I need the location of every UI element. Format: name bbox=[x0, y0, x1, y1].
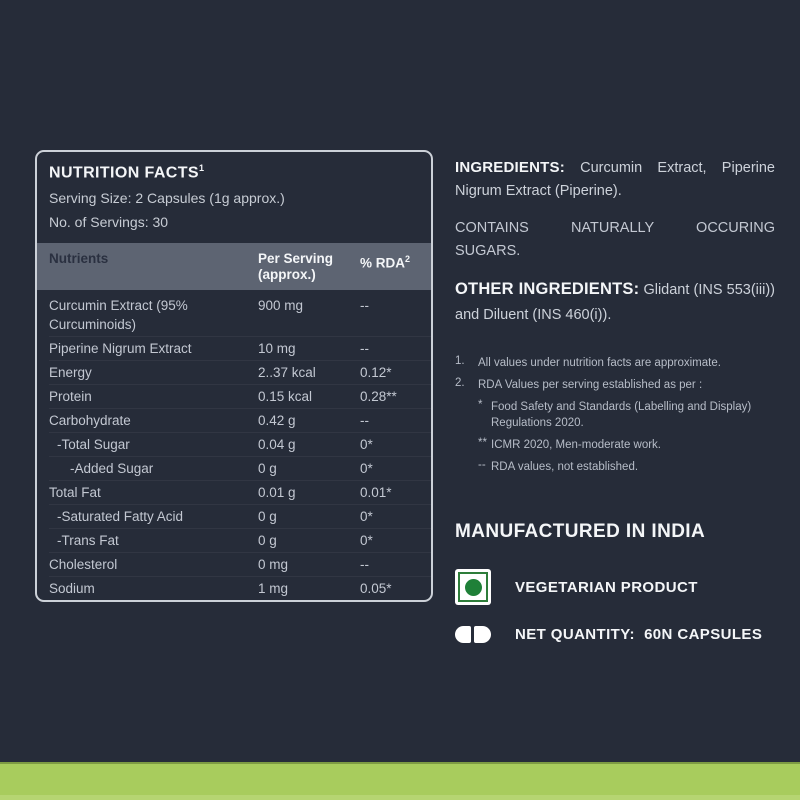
table-row bbox=[49, 432, 431, 456]
footnote-marker: ** bbox=[478, 437, 487, 449]
table-row bbox=[49, 504, 431, 528]
header-per-serving-line1: Per Serving bbox=[258, 251, 334, 266]
other-ingredients-paragraph bbox=[455, 277, 775, 328]
header-per-serving bbox=[258, 251, 360, 283]
nutrition-facts-title-superscript: 1 bbox=[199, 163, 205, 173]
table-row bbox=[49, 528, 431, 552]
nutrient-per-serving: 900 mg bbox=[258, 298, 304, 313]
ingredients-paragraph bbox=[455, 156, 775, 203]
other-ingredients-text: Glidant (INS 553(iii)) and Diluent (INS 460(i)). bbox=[455, 282, 775, 323]
footnote-2 bbox=[455, 377, 775, 393]
nutrient-rda: 0.01* bbox=[360, 485, 392, 500]
nutrient-per-serving: 0.04 g bbox=[258, 437, 296, 452]
nutrient-rda: 0.28** bbox=[360, 389, 397, 404]
contains-line2: SUGARS. bbox=[455, 243, 521, 259]
header-nutrients: Nutrients bbox=[49, 251, 109, 266]
footnote-2a bbox=[478, 399, 775, 431]
table-row bbox=[49, 294, 431, 336]
nutrient-rda: 0* bbox=[360, 461, 373, 476]
header-rda-text: % RDA bbox=[360, 255, 406, 271]
nutrient-per-serving: 0 mg bbox=[258, 557, 289, 572]
net-quantity-label: NET QUANTITY: bbox=[515, 626, 635, 643]
table-row bbox=[49, 336, 431, 360]
footnote-2b bbox=[478, 437, 775, 453]
contains-line1: CONTAINS NATURALLY OCCURING bbox=[455, 220, 775, 236]
nutrient-rda: -- bbox=[360, 557, 369, 572]
footnote-marker: 2. bbox=[455, 377, 465, 389]
footnote-2c bbox=[478, 459, 775, 475]
nutrient-name: Curcumin Extract (95% Curcuminoids) bbox=[49, 298, 188, 332]
brand-green-strip bbox=[0, 762, 800, 800]
contains-statement bbox=[455, 217, 775, 263]
nutrient-name: Protein bbox=[49, 389, 92, 404]
footnote-1 bbox=[455, 355, 775, 371]
nutrient-name: -Trans Fat bbox=[57, 533, 119, 548]
nutrient-per-serving: 0 g bbox=[258, 533, 277, 548]
nutrient-rda: -- bbox=[360, 413, 369, 428]
table-row bbox=[49, 456, 431, 480]
nutrient-per-serving: 1 mg bbox=[258, 581, 289, 596]
nutrient-name: Cholesterol bbox=[49, 557, 118, 572]
net-quantity-row bbox=[455, 626, 775, 643]
nutrient-per-serving: 0.01 g bbox=[258, 485, 296, 500]
capsule-right-half bbox=[474, 626, 491, 643]
vegetarian-mark-dot bbox=[465, 579, 482, 596]
serving-size-text: Serving Size: 2 Capsules (1g approx.) bbox=[49, 190, 285, 207]
vegetarian-mark-icon bbox=[455, 569, 491, 605]
nutrient-rda: 0* bbox=[360, 509, 373, 524]
capsule-icon bbox=[455, 626, 491, 643]
net-quantity-value: 60N CAPSULES bbox=[644, 626, 763, 643]
nutrient-rda: 0* bbox=[360, 533, 373, 548]
footnote-marker: 1. bbox=[455, 355, 465, 367]
nutrient-per-serving: 0 g bbox=[258, 461, 277, 476]
nutrient-per-serving: 0 g bbox=[258, 509, 277, 524]
nutrition-table-body bbox=[37, 290, 431, 598]
header-per-serving-line2: (approx.) bbox=[258, 267, 316, 282]
nutrient-rda: -- bbox=[360, 341, 369, 356]
servings-count-text: No. of Servings: 30 bbox=[49, 214, 169, 231]
nutrient-rda: -- bbox=[360, 298, 369, 313]
table-row bbox=[49, 576, 431, 598]
footnote-marker: -- bbox=[478, 459, 486, 471]
right-info-column bbox=[455, 150, 775, 643]
nutrient-name: Energy bbox=[49, 365, 92, 380]
table-row bbox=[49, 480, 431, 504]
nutrient-name: Piperine Nigrum Extract bbox=[49, 341, 192, 356]
footnote-text: RDA Values per serving established as per : bbox=[478, 379, 703, 391]
nutrient-per-serving: 10 mg bbox=[258, 341, 296, 356]
ingredients-label: INGREDIENTS: bbox=[455, 159, 565, 176]
nutrient-name: Total Fat bbox=[49, 485, 101, 500]
table-row bbox=[49, 360, 431, 384]
nutrient-name: Sodium bbox=[49, 581, 95, 596]
footnote-text: RDA values, not established. bbox=[491, 461, 639, 473]
nutrient-per-serving: 0.42 g bbox=[258, 413, 296, 428]
footnote-text: Food Safety and Standards (Labelling and Display) Regulations 2020. bbox=[491, 401, 752, 429]
footnote-text: All values under nutrition facts are approximate. bbox=[478, 357, 721, 369]
table-row bbox=[49, 384, 431, 408]
footnote-marker: * bbox=[478, 399, 483, 411]
nutrition-facts-title bbox=[49, 163, 431, 182]
nutrient-name: -Added Sugar bbox=[70, 461, 154, 476]
table-row bbox=[49, 408, 431, 432]
other-ingredients-label: OTHER INGREDIENTS: bbox=[455, 280, 640, 298]
vegetarian-product-label: VEGETARIAN PRODUCT bbox=[515, 578, 698, 596]
capsule-left-half bbox=[455, 626, 471, 643]
ingredients-text: Curcumin Extract, Piperine Nigrum Extract (Piperine). bbox=[455, 160, 775, 199]
header-rda bbox=[360, 251, 431, 272]
nutrient-name: -Saturated Fatty Acid bbox=[57, 509, 184, 524]
table-row bbox=[49, 552, 431, 576]
nutrient-rda: 0.05* bbox=[360, 581, 392, 596]
manufactured-in-india-heading: MANUFACTURED IN INDIA bbox=[455, 521, 706, 542]
nutrient-per-serving: 2..37 kcal bbox=[258, 365, 316, 380]
nutrient-name: Carbohydrate bbox=[49, 413, 131, 428]
nutrition-facts-panel bbox=[35, 150, 433, 602]
nutrition-table-header bbox=[37, 243, 431, 290]
vegetarian-row bbox=[455, 569, 775, 605]
nutrient-name: -Total Sugar bbox=[57, 437, 130, 452]
header-rda-superscript: 2 bbox=[405, 254, 411, 264]
net-quantity-label-group bbox=[515, 626, 762, 643]
nutrition-facts-title-text: NUTRITION FACTS bbox=[49, 164, 199, 182]
footnotes bbox=[455, 355, 775, 475]
nutrient-rda: 0.12* bbox=[360, 365, 392, 380]
footnote-text: ICMR 2020, Men-moderate work. bbox=[491, 439, 662, 451]
nutrient-per-serving: 0.15 kcal bbox=[258, 389, 313, 404]
nutrient-rda: 0* bbox=[360, 437, 373, 452]
